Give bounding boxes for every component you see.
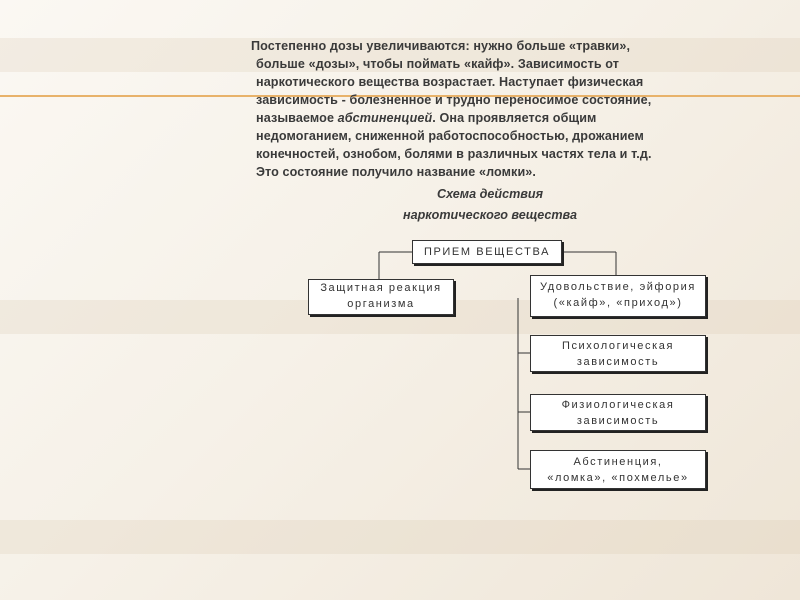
paragraph-line: Постепенно дозы увеличиваются: нужно больше «травки», <box>251 39 631 53</box>
box-protective-reaction <box>308 279 454 315</box>
paragraph-line: Это состояние получило название «ломки». <box>256 165 537 179</box>
schema-title-line1: Схема действия <box>436 187 543 201</box>
paragraph-line: наркотического вещества возрастает. Наступает физическая <box>256 75 644 89</box>
paragraph-line: конечностей, ознобом, болями в различных частях тела и т.д. <box>256 147 652 161</box>
box-label: Удовольствие, эйфория <box>540 281 696 293</box>
box-label: организма <box>347 298 415 310</box>
box-abstinence <box>530 450 706 489</box>
paragraph-line: больше «дозы», чтобы поймать «кайф». Зависимость от <box>256 57 620 71</box>
paragraph-text: . Она проявляется общим <box>432 111 597 125</box>
box-label: («кайф», «приход») <box>553 297 683 309</box>
box-label: Психологическая <box>561 340 675 352</box>
box-physiological-dependence <box>530 394 706 431</box>
box-label: зависимость <box>576 356 660 368</box>
box-label: «ломка», «похмелье» <box>547 472 689 484</box>
box-label: Защитная реакция <box>320 282 442 294</box>
term-abstinence: абстиненцией <box>337 111 433 125</box>
box-label: зависимость <box>576 415 660 427</box>
box-substance-intake <box>412 240 562 264</box>
box-label: Абстиненция, <box>573 456 663 468</box>
box-label: ПРИЕМ ВЕЩЕСТВА <box>423 246 551 258</box>
box-label: Физиологическая <box>561 399 675 411</box>
box-euphoria <box>530 275 706 317</box>
paragraph-line: недомоганием, сниженной работоспособностью, дрожанием <box>256 129 644 143</box>
schema-title-line2: наркотического вещества <box>402 208 577 222</box>
paragraph-line: зависимость - болезненное и трудно переносимое состояние, <box>256 93 652 107</box>
box-psychological-dependence <box>530 335 706 372</box>
paragraph-text: называемое <box>256 111 338 125</box>
